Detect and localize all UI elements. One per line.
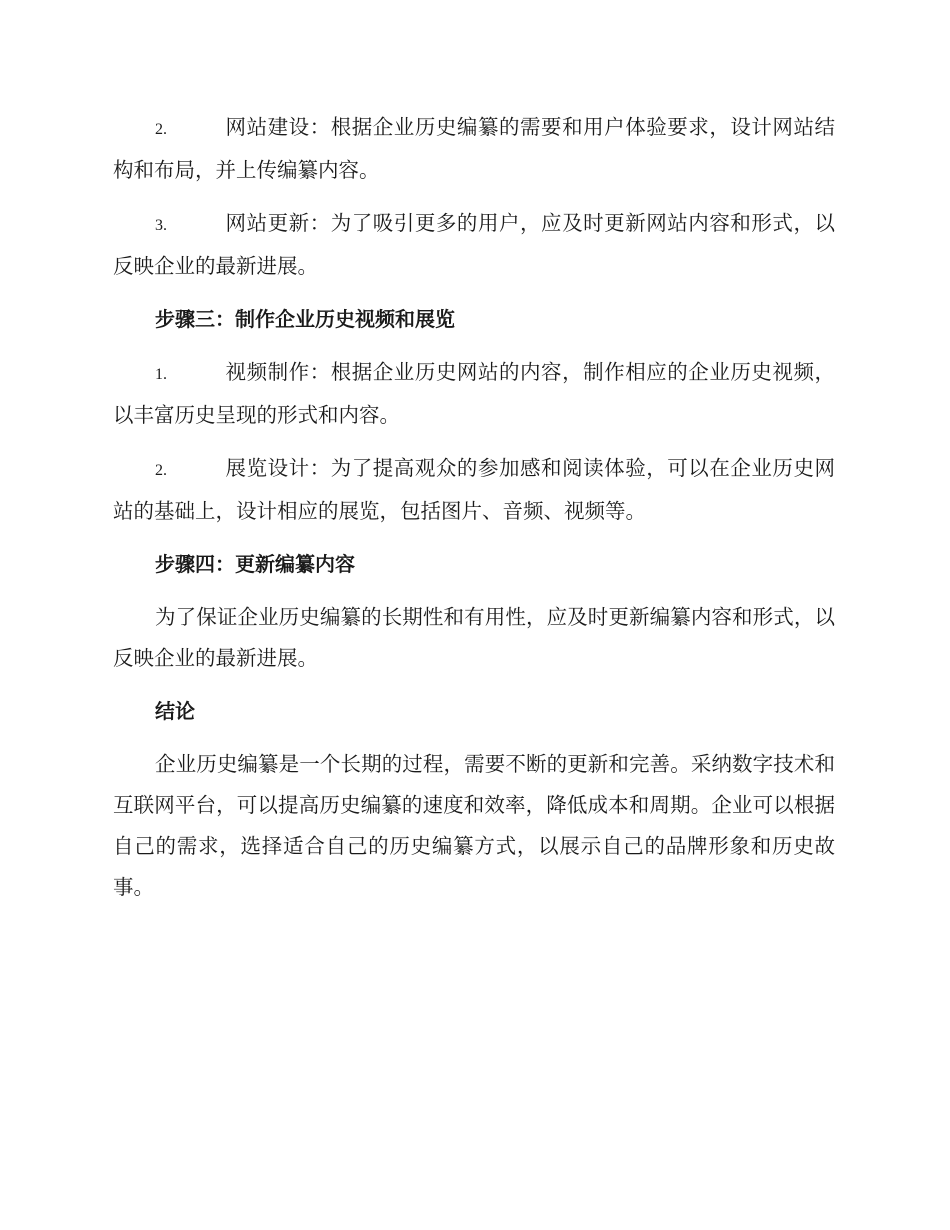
list-number: 2. — [155, 121, 167, 138]
section-heading-conclusion: 结论 — [155, 699, 195, 723]
list-item-website-build — [113, 107, 835, 191]
list-item-text: 网站更新：为了吸引更多的用户，应及时更新网站内容和形式，以反映企业的最新进展。 — [113, 211, 835, 278]
paragraph-update-content: 为了保证企业历史编纂的长期性和有用性，应及时更新编纂内容和形式，以反映企业的最新进展。 — [113, 605, 835, 670]
list-item-video-production — [113, 352, 835, 436]
paragraph-conclusion: 企业历史编纂是一个长期的过程，需要不断的更新和完善。采纳数字技术和互联网平台，可以提高历史编纂的速度和效率，降低成本和周期。企业可以根据自己的需求，选择适合自己的历史编纂方式，以展示自己的品牌形象和历史故事。 — [113, 752, 835, 899]
section-heading-step-four: 步骤四：更新编纂内容 — [155, 552, 355, 576]
document-body — [113, 107, 835, 920]
list-item-text: 展览设计：为了提高观众的参加感和阅读体验，可以在企业历史网站的基础上，设计相应的展览，包括图片、音频、视频等。 — [113, 456, 835, 523]
list-number: 3. — [155, 217, 167, 234]
list-item-website-update — [113, 203, 835, 287]
list-item-text: 视频制作：根据企业历史网站的内容，制作相应的企业历史视频，以丰富历史呈现的形式和内容。 — [113, 360, 835, 427]
section-heading-step-three: 步骤三：制作企业历史视频和展览 — [155, 307, 455, 331]
list-item-text: 网站建设：根据企业历史编纂的需要和用户体验要求，设计网站结构和布局，并上传编纂内容。 — [113, 115, 835, 182]
list-item-exhibition-design — [113, 448, 835, 532]
list-number: 1. — [155, 366, 167, 383]
list-number: 2. — [155, 462, 167, 479]
